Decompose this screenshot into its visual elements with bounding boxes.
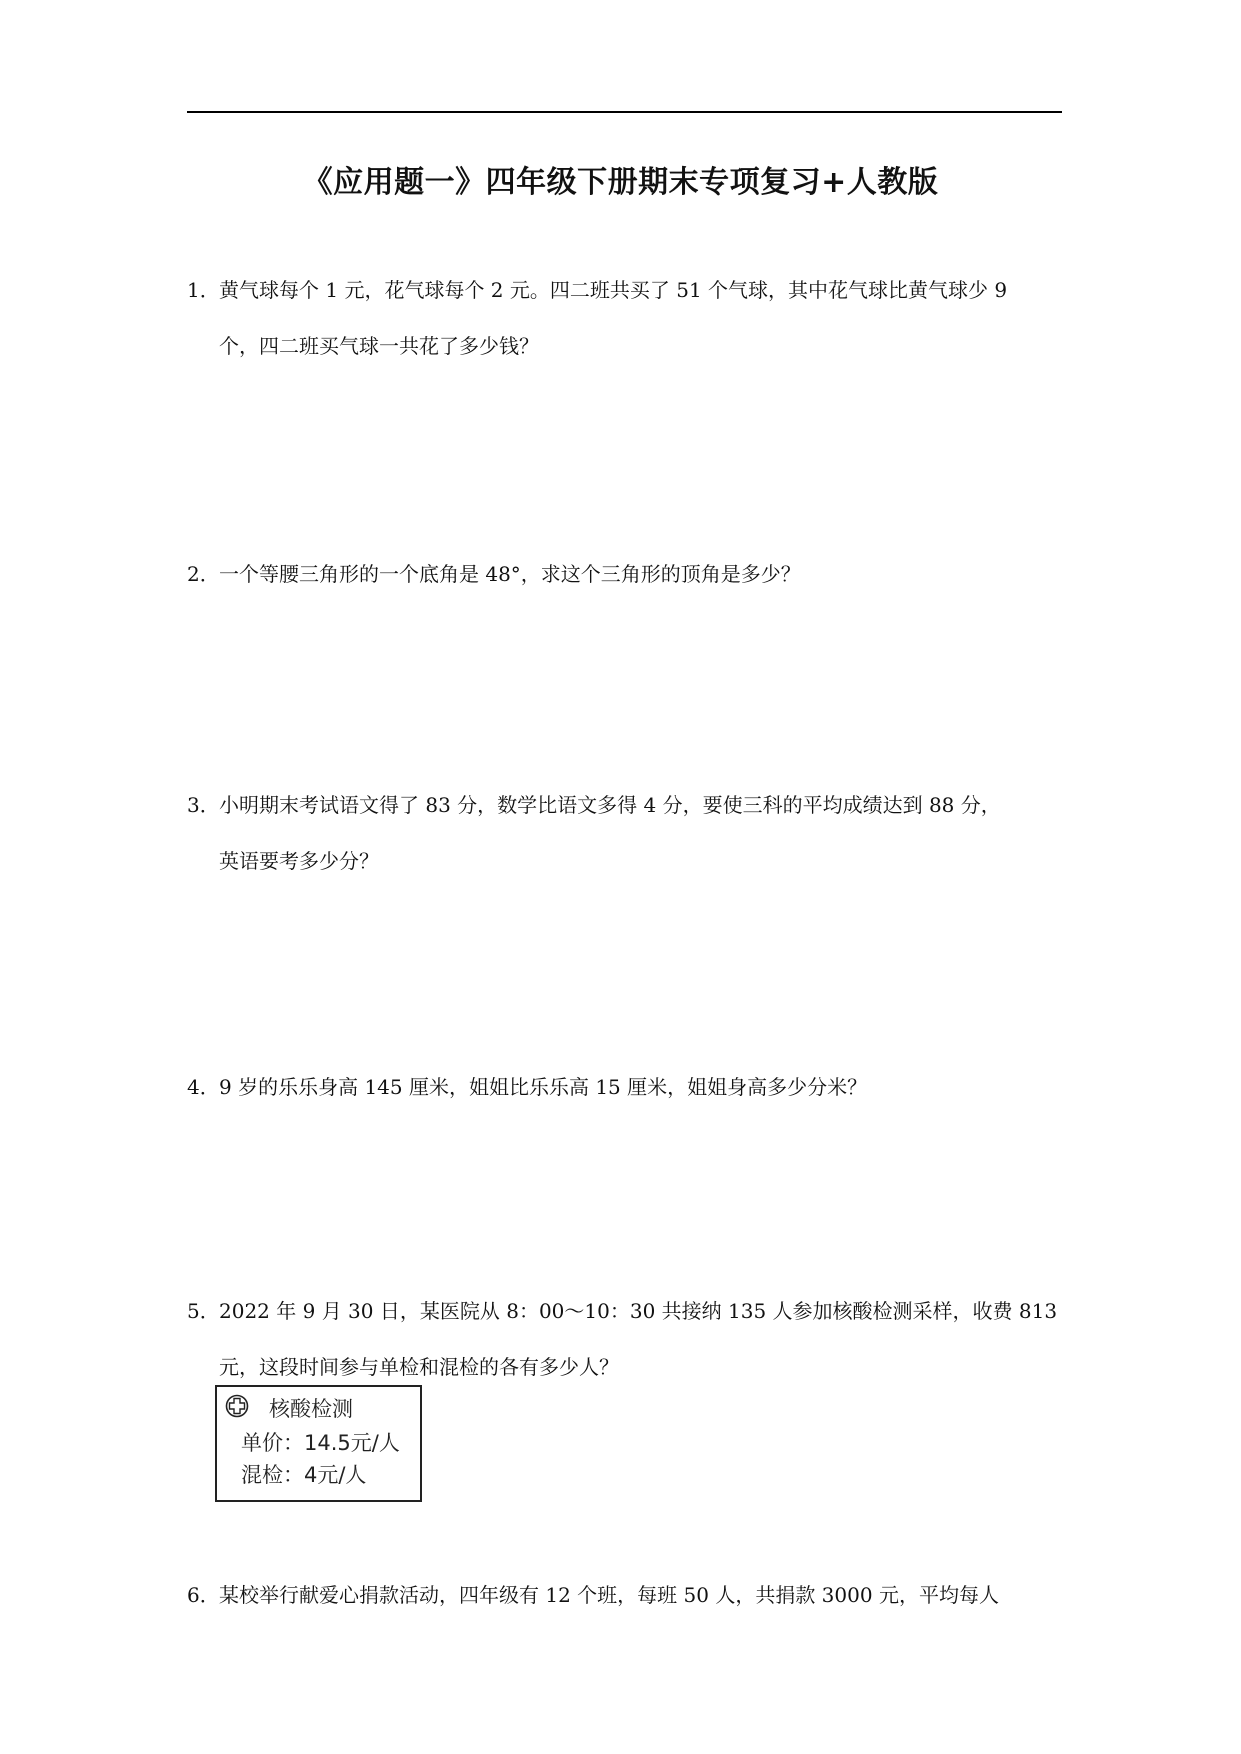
- question-number: 4．: [187, 1075, 220, 1099]
- question-text: 2022 年 9 月 30 日，某医院从 8：00～10：30 共接纳 135 人参加核酸检测采样，收费 813: [219, 1299, 1058, 1323]
- question-1-line1: [187, 262, 1065, 318]
- question-6-line1: [187, 1567, 1065, 1623]
- question-number: 3．: [187, 793, 220, 817]
- single-price: 单价：14.5元/人: [241, 1431, 400, 1455]
- question-number: 6．: [187, 1583, 220, 1607]
- question-number: 5．: [187, 1299, 220, 1323]
- question-text: 某校举行献爱心捐款活动，四年级有 12 个班，每班 50 人，共捐款 3000 元，平均每人: [219, 1583, 999, 1607]
- question-number: 2．: [187, 562, 220, 586]
- question-6: [187, 1567, 1065, 1623]
- header-rule: [187, 111, 1062, 113]
- question-1: [187, 262, 1065, 374]
- question-text: 9 岁的乐乐身高 145 厘米，姐姐比乐乐高 15 厘米，姐姐身高多少分米？: [219, 1075, 868, 1099]
- question-1-line2: 个，四二班买气球一共花了多少钱？: [219, 334, 539, 358]
- document-title: 《应用题一》四年级下册期末专项复习+人教版: [302, 165, 939, 200]
- question-5-line1: [187, 1283, 1065, 1339]
- question-3-line1: [187, 777, 1065, 833]
- question-3-line2: 英语要考多少分？: [219, 849, 379, 873]
- question-5: [187, 1283, 1065, 1395]
- question-text: 小明期末考试语文得了 83 分，数学比语文多得 4 分，要使三科的平均成绩达到 88 分，: [219, 793, 1001, 817]
- mixed-price: 混检：4元/人: [241, 1463, 367, 1487]
- question-3: [187, 777, 1065, 889]
- question-text: 黄气球每个 1 元，花气球每个 2 元。四二班共买了 51 个气球，其中花气球比黄气球少 9: [219, 278, 1008, 302]
- box-title: 核酸检测: [269, 1397, 353, 1421]
- question-4: [187, 1059, 1065, 1115]
- question-5-line2: 元，这段时间参与单检和混检的各有多少人？: [219, 1355, 619, 1379]
- question-text: 一个等腰三角形的一个底角是 48°，求这个三角形的顶角是多少？: [219, 562, 801, 586]
- question-2-line1: [187, 546, 1065, 602]
- question-4-line1: [187, 1059, 1065, 1115]
- nucleic-acid-price-box: [215, 1385, 422, 1502]
- medical-cross-icon: [225, 1394, 249, 1418]
- question-2: [187, 546, 1065, 602]
- question-number: 1．: [187, 278, 220, 302]
